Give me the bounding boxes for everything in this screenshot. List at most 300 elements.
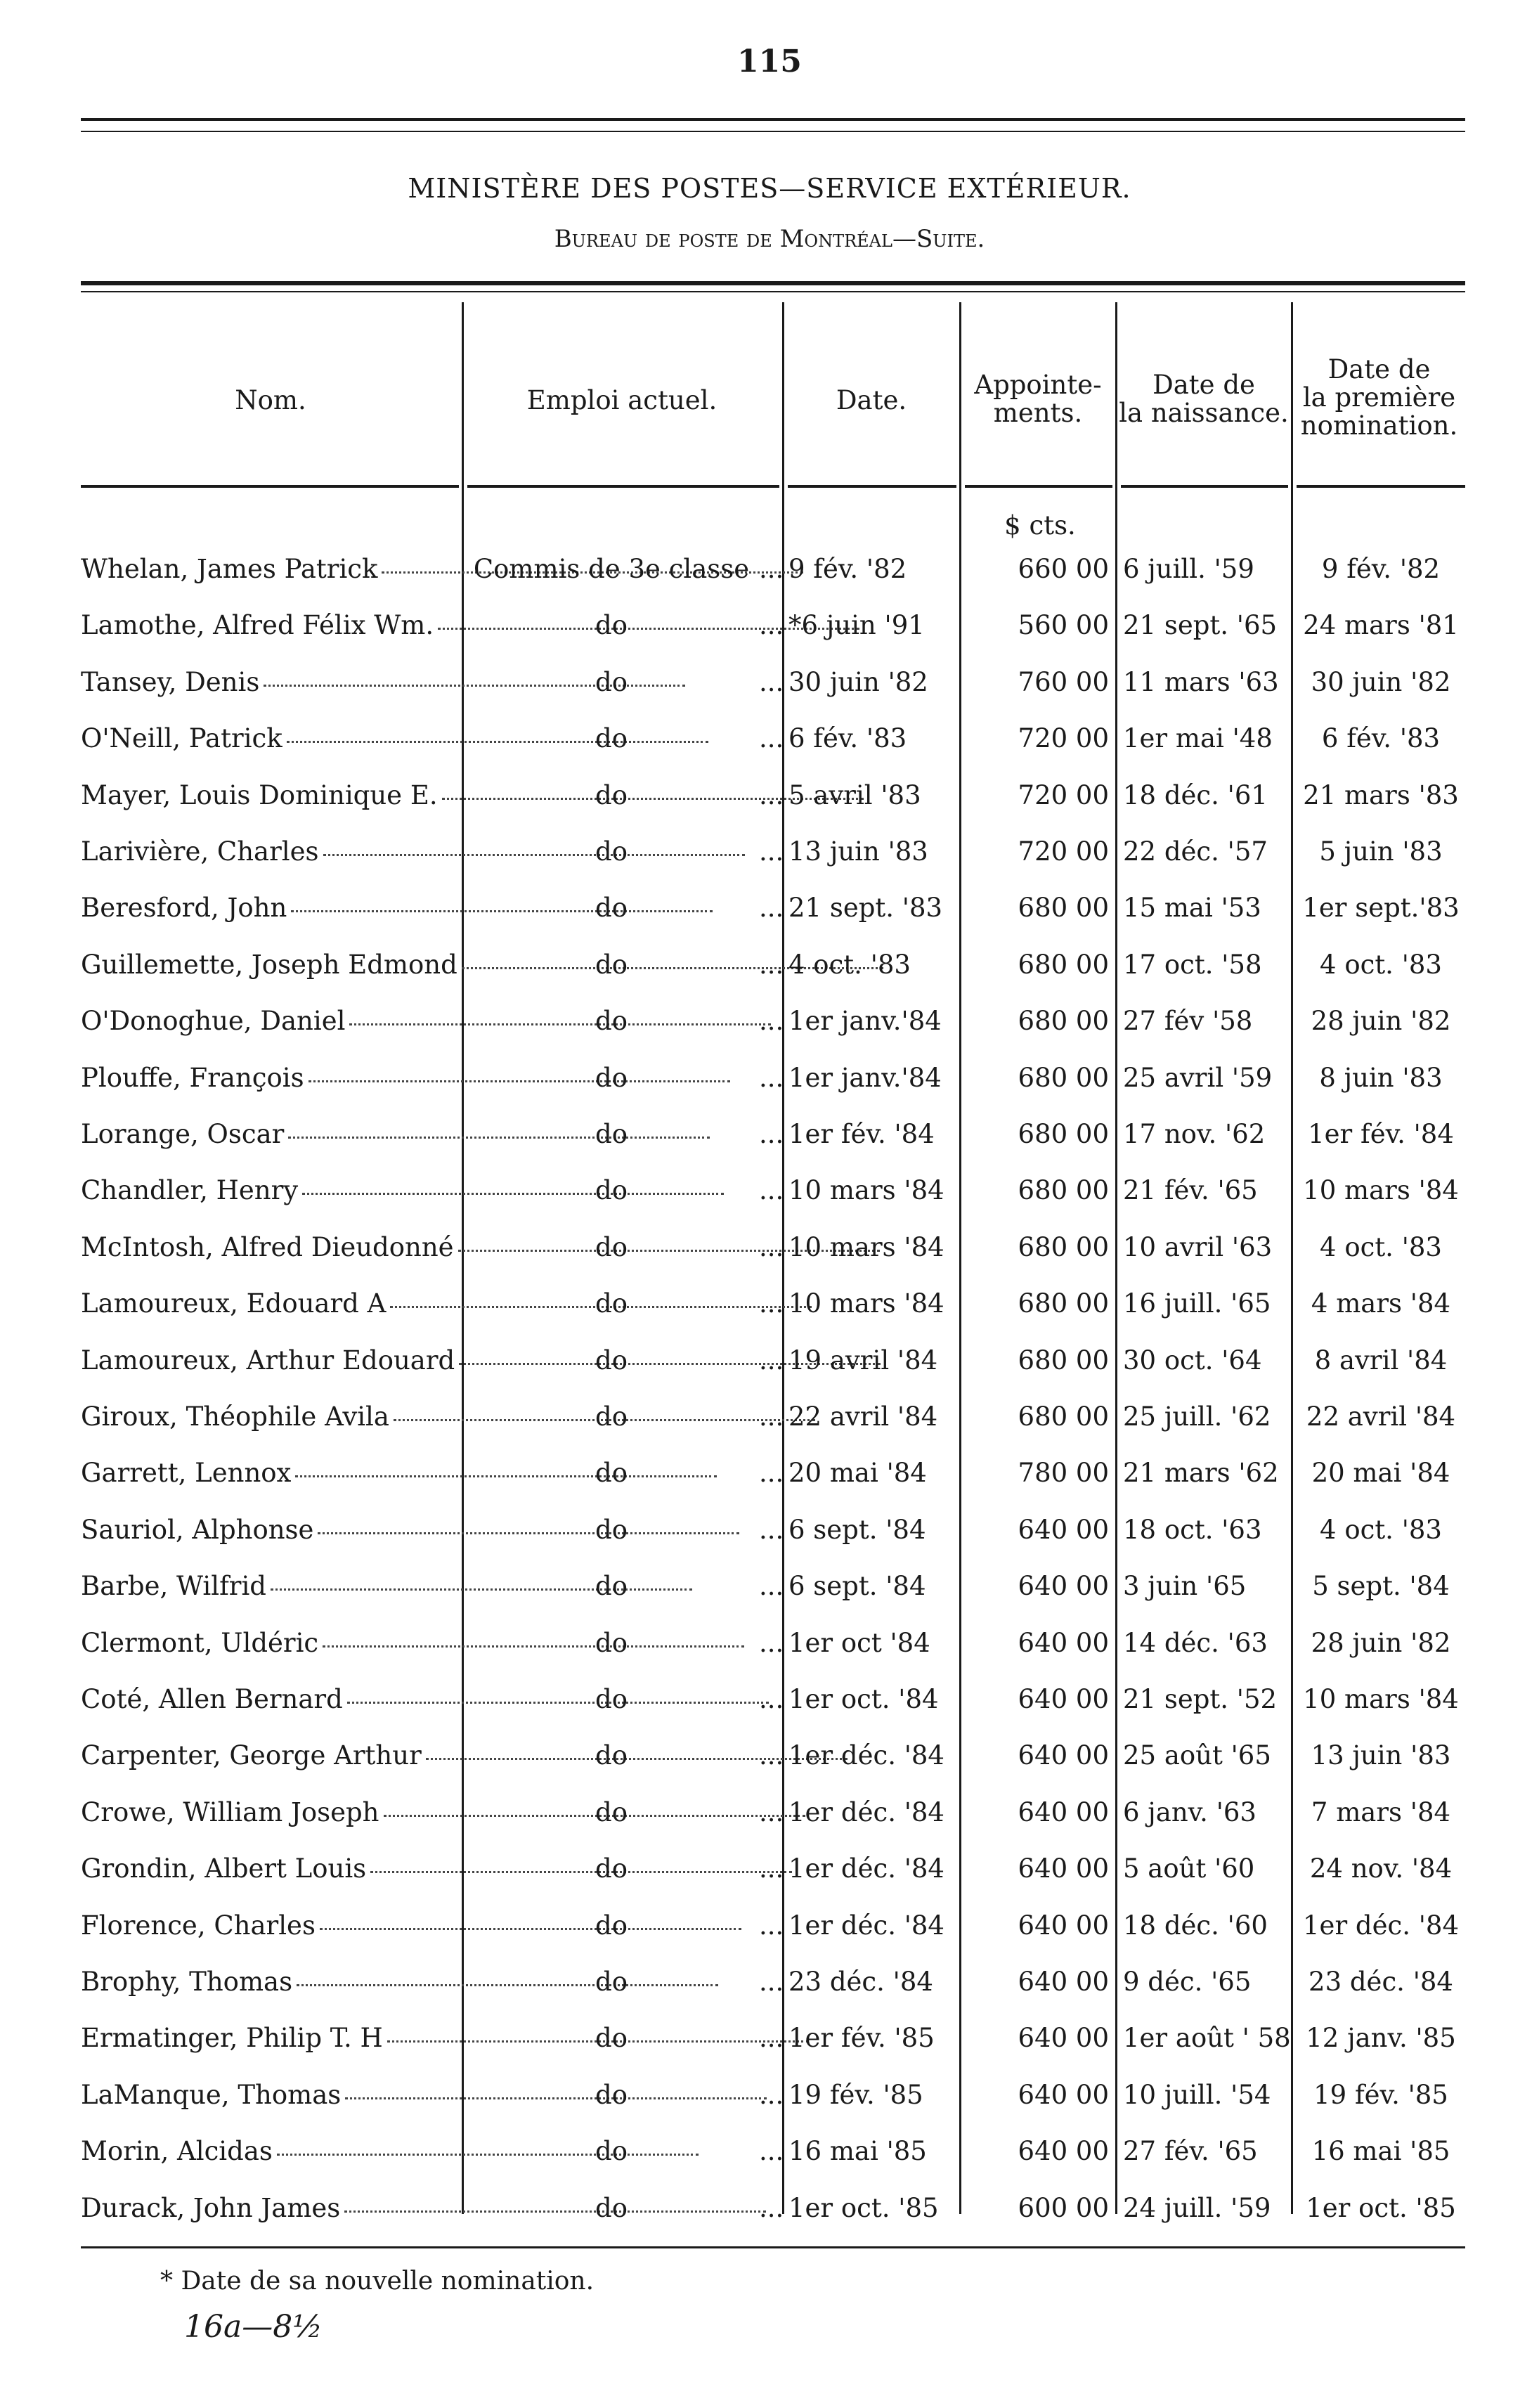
employee-position-text: do bbox=[595, 1345, 628, 1375]
employee-name-text: Coté, Allen Bernard bbox=[81, 1684, 343, 1714]
employee-name bbox=[81, 993, 460, 1049]
employee-date: 1er oct '84 bbox=[788, 1627, 930, 1658]
employee-name bbox=[81, 2067, 460, 2123]
employee-name bbox=[81, 824, 460, 880]
employee-position: do ... bbox=[464, 2067, 780, 2123]
employee-salary: 640 00 bbox=[1018, 1967, 1109, 1997]
bottom-rule bbox=[81, 2246, 1465, 2248]
header-separator bbox=[81, 485, 459, 488]
employee-name-text: Florence, Charles bbox=[81, 1910, 316, 1941]
header-nomination bbox=[1293, 356, 1465, 440]
employee-name-text: Whelan, James Patrick bbox=[81, 554, 378, 584]
employee-name bbox=[81, 1841, 460, 1897]
employee-name bbox=[81, 937, 460, 993]
employee-name bbox=[81, 1276, 460, 1332]
employee-birthdate: 3 juin '65 bbox=[1123, 1571, 1247, 1602]
employee-salary: 680 00 bbox=[1018, 1175, 1109, 1206]
employee-position-text: do bbox=[595, 1175, 628, 1206]
employee-date: 1er déc. '84 bbox=[788, 1853, 944, 1884]
employee-position-text: do bbox=[595, 779, 628, 810]
employee-position-text: do bbox=[595, 1684, 628, 1714]
employee-name bbox=[81, 541, 460, 597]
employee-position-text: do bbox=[595, 1231, 628, 1262]
employee-date: 21 sept. '83 bbox=[788, 893, 943, 924]
employee-name-text: LaManque, Thomas bbox=[81, 2079, 342, 2110]
employee-name-text: Clermont, Uldéric bbox=[81, 1627, 319, 1658]
employee-salary: 680 00 bbox=[1018, 1402, 1109, 1432]
employee-first-nomination: 21 mars '83 bbox=[1303, 779, 1459, 810]
employee-date: 4 oct. '83 bbox=[788, 949, 911, 980]
employee-birthdate: 25 juill. '62 bbox=[1123, 1402, 1271, 1432]
employee-position-text: do bbox=[595, 1967, 628, 1997]
employee-date: 22 avril '84 bbox=[788, 1402, 938, 1432]
employee-position-text: do bbox=[595, 666, 628, 697]
employee-birthdate: 18 déc. '61 bbox=[1123, 779, 1268, 810]
employee-name bbox=[81, 597, 460, 654]
employee-birthdate: 25 avril '59 bbox=[1123, 1062, 1273, 1093]
employee-position: do ... bbox=[464, 1785, 780, 1841]
employee-name-text: Plouffe, François bbox=[81, 1062, 304, 1093]
employee-position-text: do bbox=[595, 1853, 628, 1884]
employee-birthdate: 21 sept. '65 bbox=[1123, 610, 1278, 641]
employee-first-nomination: 1er oct. '85 bbox=[1306, 2192, 1456, 2223]
employee-date: 19 fév. '85 bbox=[788, 2079, 923, 2110]
table-row bbox=[0, 1954, 1539, 2010]
employee-salary: 680 00 bbox=[1018, 1288, 1109, 1319]
employee-birthdate: 16 juill. '65 bbox=[1123, 1288, 1271, 1319]
employee-salary: 680 00 bbox=[1018, 1231, 1109, 1262]
employee-first-nomination: 12 janv. '85 bbox=[1306, 2023, 1456, 2054]
footer-code: 16a—8½ bbox=[184, 2309, 323, 2345]
employee-position-text: do bbox=[595, 1119, 628, 1149]
employee-position-text: do bbox=[595, 1006, 628, 1037]
employee-name-text: Tansey, Denis bbox=[81, 666, 260, 697]
employee-date: 10 mars '84 bbox=[788, 1288, 944, 1319]
employee-name bbox=[81, 2010, 460, 2066]
employee-salary: 640 00 bbox=[1018, 2023, 1109, 2054]
document-subtitle: Bureau de poste de Montréal—Suite. bbox=[554, 225, 985, 253]
employee-birthdate: 18 oct. '63 bbox=[1123, 1514, 1262, 1545]
employee-position: do ... bbox=[464, 937, 780, 993]
employee-name-text: Lorange, Oscar bbox=[81, 1119, 285, 1149]
employee-salary: 720 00 bbox=[1018, 836, 1109, 867]
employee-salary: 640 00 bbox=[1018, 2136, 1109, 2167]
employee-position: do ... bbox=[464, 824, 780, 880]
employee-position-text: do bbox=[595, 1402, 628, 1432]
employee-first-nomination: 1er déc. '84 bbox=[1303, 1910, 1459, 1941]
employee-name bbox=[81, 1785, 460, 1841]
employee-name-text: Lamothe, Alfred Félix Wm. bbox=[81, 610, 434, 641]
employee-name-text: O'Donoghue, Daniel bbox=[81, 1006, 346, 1037]
header-appointements bbox=[961, 371, 1115, 427]
employee-position: do ... bbox=[464, 1954, 780, 2010]
employee-salary: 680 00 bbox=[1018, 1345, 1109, 1375]
employee-birthdate: 1er mai '48 bbox=[1123, 723, 1273, 754]
table-row bbox=[0, 1671, 1539, 1728]
table-row bbox=[0, 993, 1539, 1049]
employee-first-nomination: 10 mars '84 bbox=[1303, 1684, 1459, 1714]
employee-name bbox=[81, 1898, 460, 1954]
employee-name-text: Larivière, Charles bbox=[81, 836, 319, 867]
table-row bbox=[0, 768, 1539, 824]
employee-name-text: Guillemette, Joseph Edmond bbox=[81, 949, 457, 980]
employee-name-text: O'Neill, Patrick bbox=[81, 723, 283, 754]
employee-first-nomination: 4 oct. '83 bbox=[1320, 1231, 1442, 1262]
employee-name bbox=[81, 768, 460, 824]
employee-first-nomination: 30 juin '82 bbox=[1311, 666, 1451, 697]
header-emploi: Emploi actuel. bbox=[526, 385, 717, 415]
employee-first-nomination: 1er fév. '84 bbox=[1308, 1119, 1454, 1149]
employee-name-text: Beresford, John bbox=[81, 893, 287, 924]
employee-first-nomination: 22 avril '84 bbox=[1306, 1402, 1456, 1432]
employee-birthdate: 25 août '65 bbox=[1123, 1740, 1271, 1771]
employee-name-text: Grondin, Albert Louis bbox=[81, 1853, 367, 1884]
table-row bbox=[0, 1276, 1539, 1332]
employee-position-text: do bbox=[595, 1910, 628, 1941]
employee-position: do ... bbox=[464, 1106, 780, 1163]
employee-first-nomination: 10 mars '84 bbox=[1303, 1175, 1459, 1206]
employee-name bbox=[81, 1954, 460, 2010]
employee-date: *6 juin '91 bbox=[788, 610, 925, 641]
employee-name-text: Lamoureux, Arthur Edouard bbox=[81, 1345, 455, 1375]
header-nomination-line1: Date de bbox=[1327, 354, 1431, 384]
top-rule-thin bbox=[81, 131, 1465, 132]
employee-name bbox=[81, 1050, 460, 1106]
table-row bbox=[0, 1050, 1539, 1106]
employee-salary: 660 00 bbox=[1018, 554, 1109, 584]
header-appointements-line1: Appointe- bbox=[974, 370, 1102, 400]
employee-first-nomination: 13 juin '83 bbox=[1311, 1740, 1451, 1771]
employee-position-text: do bbox=[595, 1797, 628, 1827]
employee-salary: 680 00 bbox=[1018, 1119, 1109, 1149]
employee-salary: 560 00 bbox=[1018, 610, 1109, 641]
employee-date: 1er janv.'84 bbox=[788, 1062, 942, 1093]
employee-birthdate: 17 nov. '62 bbox=[1123, 1119, 1266, 1149]
employee-date: 1er oct. '85 bbox=[788, 2192, 939, 2223]
header-nom: Nom. bbox=[235, 385, 306, 415]
employee-first-nomination: 8 avril '84 bbox=[1314, 1345, 1448, 1375]
employee-first-nomination: 24 nov. '84 bbox=[1309, 1853, 1453, 1884]
employee-position: do ... bbox=[464, 768, 780, 824]
employee-birthdate: 1er août ' 58 bbox=[1123, 2023, 1291, 2054]
employee-salary: 680 00 bbox=[1018, 1006, 1109, 1037]
employee-date: 6 fév. '83 bbox=[788, 723, 907, 754]
employee-position: Commis de 3e classe ... bbox=[464, 541, 780, 597]
employee-date: 9 fév. '82 bbox=[788, 554, 907, 584]
employee-first-nomination: 5 sept. '84 bbox=[1312, 1571, 1450, 1602]
table-row bbox=[0, 1785, 1539, 1841]
employee-birthdate: 21 mars '62 bbox=[1123, 1458, 1279, 1489]
employee-position: do ... bbox=[464, 1163, 780, 1219]
header-naissance bbox=[1117, 371, 1290, 427]
employee-name bbox=[81, 1502, 460, 1558]
table-row bbox=[0, 711, 1539, 767]
employee-name-text: Lamoureux, Edouard A bbox=[81, 1288, 387, 1319]
employee-birthdate: 21 fév. '65 bbox=[1123, 1175, 1258, 1206]
employee-birthdate: 30 oct. '64 bbox=[1123, 1345, 1262, 1375]
employee-birthdate: 11 mars '63 bbox=[1123, 666, 1279, 697]
table-row bbox=[0, 1841, 1539, 1897]
employee-position: do ... bbox=[464, 1389, 780, 1445]
employee-position-text: do bbox=[595, 1627, 628, 1658]
header-rule bbox=[81, 281, 1465, 285]
employee-position-text: do bbox=[595, 2192, 628, 2223]
currency-label: $ cts. bbox=[1004, 510, 1076, 540]
employee-birthdate: 10 avril '63 bbox=[1123, 1231, 1273, 1262]
employee-position: do ... bbox=[464, 654, 780, 711]
header-rule-thin bbox=[81, 291, 1465, 292]
employee-name bbox=[81, 654, 460, 711]
employee-salary: 760 00 bbox=[1018, 666, 1109, 697]
table-row bbox=[0, 1502, 1539, 1558]
table-row bbox=[0, 880, 1539, 936]
employee-first-nomination: 5 juin '83 bbox=[1319, 836, 1443, 867]
table-row bbox=[0, 1163, 1539, 1219]
employee-name-text: Garrett, Lennox bbox=[81, 1458, 292, 1489]
table-row bbox=[0, 2010, 1539, 2066]
employee-salary: 640 00 bbox=[1018, 1514, 1109, 1545]
employee-name bbox=[81, 1106, 460, 1163]
employee-name-text: Ermatinger, Philip T. H bbox=[81, 2023, 383, 2054]
table-row bbox=[0, 1898, 1539, 1954]
employee-name-text: Durack, John James bbox=[81, 2192, 341, 2223]
header-nomination-line3: nomination. bbox=[1300, 410, 1458, 441]
employee-first-nomination: 4 mars '84 bbox=[1311, 1288, 1451, 1319]
header-separator bbox=[467, 485, 779, 488]
table-row bbox=[0, 937, 1539, 993]
employee-name bbox=[81, 1671, 460, 1728]
employee-first-nomination: 28 juin '82 bbox=[1311, 1627, 1451, 1658]
employee-position: do ... bbox=[464, 880, 780, 936]
employee-position: do ... bbox=[464, 1445, 780, 1501]
employee-birthdate: 21 sept. '52 bbox=[1123, 1684, 1278, 1714]
employee-position-text: do bbox=[595, 1571, 628, 1602]
employee-birthdate: 9 déc. '65 bbox=[1123, 1967, 1252, 1997]
employee-position: do ... bbox=[464, 711, 780, 767]
employee-name-text: Giroux, Théophile Avila bbox=[81, 1402, 389, 1432]
employee-first-nomination: 24 mars '81 bbox=[1303, 610, 1459, 641]
employee-first-nomination: 4 oct. '83 bbox=[1320, 1514, 1442, 1545]
employee-position: do ... bbox=[464, 1219, 780, 1276]
employee-name bbox=[81, 2123, 460, 2180]
table-row bbox=[0, 2123, 1539, 2180]
employee-name bbox=[81, 880, 460, 936]
employee-name bbox=[81, 1615, 460, 1671]
employee-position-text: do bbox=[595, 2023, 628, 2054]
employee-first-nomination: 4 oct. '83 bbox=[1320, 949, 1442, 980]
header-separator bbox=[1297, 485, 1465, 488]
employee-name-text: Mayer, Louis Dominique E. bbox=[81, 779, 438, 810]
employee-position-text: do bbox=[595, 893, 628, 924]
page-number: 115 bbox=[737, 44, 802, 79]
employee-date: 5 avril '83 bbox=[788, 779, 921, 810]
employee-position: do ... bbox=[464, 1615, 780, 1671]
employee-salary: 680 00 bbox=[1018, 949, 1109, 980]
employee-position: do ... bbox=[464, 1728, 780, 1784]
employee-position: do ... bbox=[464, 1050, 780, 1106]
employee-salary: 640 00 bbox=[1018, 2079, 1109, 2110]
employee-name bbox=[81, 1333, 460, 1389]
employee-salary: 680 00 bbox=[1018, 1062, 1109, 1093]
employee-birthdate: 6 juill. '59 bbox=[1123, 554, 1254, 584]
employee-date: 20 mai '84 bbox=[788, 1458, 927, 1489]
employee-position-text: do bbox=[595, 836, 628, 867]
employee-name bbox=[81, 1219, 460, 1276]
employee-date: 13 juin '83 bbox=[788, 836, 928, 867]
employee-position: do ... bbox=[464, 2010, 780, 2066]
employee-position: do ... bbox=[464, 993, 780, 1049]
employee-name bbox=[81, 711, 460, 767]
employee-name-text: Brophy, Thomas bbox=[81, 1967, 293, 1997]
table-row bbox=[0, 824, 1539, 880]
employee-name-text: Sauriol, Alphonse bbox=[81, 1514, 314, 1545]
employee-position-text: do bbox=[595, 610, 628, 641]
employee-salary: 600 00 bbox=[1018, 2192, 1109, 2223]
employee-date: 19 avril '84 bbox=[788, 1345, 938, 1375]
employee-date: 6 sept. '84 bbox=[788, 1571, 926, 1602]
employee-first-nomination: 9 fév. '82 bbox=[1321, 554, 1441, 584]
table-row bbox=[0, 1219, 1539, 1276]
table-row bbox=[0, 1558, 1539, 1614]
employee-date: 23 déc. '84 bbox=[788, 1967, 933, 1997]
employee-position: do ... bbox=[464, 1898, 780, 1954]
header-separator bbox=[965, 485, 1112, 488]
employee-first-nomination: 7 mars '84 bbox=[1311, 1797, 1451, 1827]
employee-position: do ... bbox=[464, 2180, 780, 2237]
employee-birthdate: 6 janv. '63 bbox=[1123, 1797, 1256, 1827]
table-row bbox=[0, 1445, 1539, 1501]
employee-position: do ... bbox=[464, 1276, 780, 1332]
employee-salary: 640 00 bbox=[1018, 1853, 1109, 1884]
employee-birthdate: 17 oct. '58 bbox=[1123, 949, 1262, 980]
employee-position-text: do bbox=[595, 1740, 628, 1771]
employee-birthdate: 27 fév '58 bbox=[1123, 1006, 1253, 1037]
header-separator bbox=[788, 485, 956, 488]
header-appointements-line2: ments. bbox=[993, 398, 1083, 428]
employee-position: do ... bbox=[464, 597, 780, 654]
employee-salary: 720 00 bbox=[1018, 779, 1109, 810]
employee-date: 1er déc. '84 bbox=[788, 1740, 944, 1771]
employee-date: 1er déc. '84 bbox=[788, 1797, 944, 1827]
employee-position: do ... bbox=[464, 1671, 780, 1728]
employee-position: do ... bbox=[464, 1558, 780, 1614]
header-date: Date. bbox=[836, 385, 907, 415]
employee-name bbox=[81, 1728, 460, 1784]
employee-position-text: Commis de 3e classe bbox=[473, 554, 750, 584]
employee-name bbox=[81, 1163, 460, 1219]
employee-first-nomination: 1er sept.'83 bbox=[1302, 893, 1460, 924]
employee-birthdate: 18 déc. '60 bbox=[1123, 1910, 1268, 1941]
employee-date: 6 sept. '84 bbox=[788, 1514, 926, 1545]
employee-name-text: Crowe, William Joseph bbox=[81, 1797, 379, 1827]
employee-position-text: do bbox=[595, 1458, 628, 1489]
employee-first-nomination: 20 mai '84 bbox=[1311, 1458, 1450, 1489]
employee-salary: 640 00 bbox=[1018, 1740, 1109, 1771]
employee-salary: 780 00 bbox=[1018, 1458, 1109, 1489]
employee-position-text: do bbox=[595, 2079, 628, 2110]
employee-birthdate: 10 juill. '54 bbox=[1123, 2079, 1271, 2110]
employee-name bbox=[81, 1389, 460, 1445]
employee-first-nomination: 23 déc. '84 bbox=[1309, 1967, 1453, 1997]
footnote: * Date de sa nouvelle nomination. bbox=[160, 2267, 595, 2296]
employee-date: 30 juin '82 bbox=[788, 666, 928, 697]
employee-first-nomination: 28 juin '82 bbox=[1311, 1006, 1451, 1037]
employee-date: 1er janv.'84 bbox=[788, 1006, 942, 1037]
employee-date: 1er fév. '84 bbox=[788, 1119, 935, 1149]
employee-salary: 720 00 bbox=[1018, 723, 1109, 754]
employee-salary: 640 00 bbox=[1018, 1627, 1109, 1658]
employee-date: 1er oct. '84 bbox=[788, 1684, 939, 1714]
employee-position-text: do bbox=[595, 949, 628, 980]
document-title: MINISTÈRE DES POSTES—SERVICE EXTÉRIEUR. bbox=[408, 173, 1131, 204]
employee-salary: 640 00 bbox=[1018, 1571, 1109, 1602]
employee-first-nomination: 16 mai '85 bbox=[1311, 2136, 1450, 2167]
header-separator bbox=[1121, 485, 1288, 488]
table-row bbox=[0, 541, 1539, 597]
employee-name bbox=[81, 1445, 460, 1501]
employee-birthdate: 14 déc. '63 bbox=[1123, 1627, 1268, 1658]
employee-date: 1er déc. '84 bbox=[788, 1910, 944, 1941]
employee-salary: 640 00 bbox=[1018, 1910, 1109, 1941]
employee-birthdate: 15 mai '53 bbox=[1123, 893, 1261, 924]
employee-date: 16 mai '85 bbox=[788, 2136, 927, 2167]
table-row bbox=[0, 1106, 1539, 1163]
employee-first-nomination: 6 fév. '83 bbox=[1321, 723, 1441, 754]
employee-date: 1er fév. '85 bbox=[788, 2023, 935, 2054]
employee-birthdate: 24 juill. '59 bbox=[1123, 2192, 1271, 2223]
employee-salary: 680 00 bbox=[1018, 893, 1109, 924]
employee-name bbox=[81, 1558, 460, 1614]
header-naissance-line2: la naissance. bbox=[1119, 398, 1289, 428]
employee-position: do ... bbox=[464, 1333, 780, 1389]
employee-date: 10 mars '84 bbox=[788, 1175, 944, 1206]
employee-name-text: Morin, Alcidas bbox=[81, 2136, 273, 2167]
table-row bbox=[0, 1333, 1539, 1389]
employee-salary: 640 00 bbox=[1018, 1684, 1109, 1714]
employee-first-nomination: 8 juin '83 bbox=[1319, 1062, 1443, 1093]
employee-birthdate: 5 août '60 bbox=[1123, 1853, 1255, 1884]
table-row bbox=[0, 597, 1539, 654]
table-row bbox=[0, 1615, 1539, 1671]
employee-name-text: Barbe, Wilfrid bbox=[81, 1571, 266, 1602]
employee-date: 10 mars '84 bbox=[788, 1231, 944, 1262]
employee-name bbox=[81, 2180, 460, 2237]
employee-position-text: do bbox=[595, 1288, 628, 1319]
employee-name-text: Chandler, Henry bbox=[81, 1175, 299, 1206]
table-row bbox=[0, 2067, 1539, 2123]
employee-position: do ... bbox=[464, 1502, 780, 1558]
header-nomination-line2: la première bbox=[1302, 382, 1456, 413]
table-row bbox=[0, 654, 1539, 711]
employee-name-text: McIntosh, Alfred Dieudonné bbox=[81, 1231, 454, 1262]
employee-birthdate: 22 déc. '57 bbox=[1123, 836, 1268, 867]
table-row bbox=[0, 1389, 1539, 1445]
employee-first-nomination: 19 fév. '85 bbox=[1313, 2079, 1448, 2110]
employee-name-text: Carpenter, George Arthur bbox=[81, 1740, 422, 1771]
employee-position: do ... bbox=[464, 2123, 780, 2180]
employee-birthdate: 27 fév. '65 bbox=[1123, 2136, 1258, 2167]
employee-position: do ... bbox=[464, 1841, 780, 1897]
table-row bbox=[0, 2180, 1539, 2237]
top-rule bbox=[81, 118, 1465, 121]
employee-salary: 640 00 bbox=[1018, 1797, 1109, 1827]
table-row bbox=[0, 1728, 1539, 1784]
header-naissance-line1: Date de bbox=[1152, 370, 1255, 400]
employee-position-text: do bbox=[595, 1062, 628, 1093]
employee-position-text: do bbox=[595, 2136, 628, 2167]
employee-position-text: do bbox=[595, 723, 628, 754]
employee-position-text: do bbox=[595, 1514, 628, 1545]
